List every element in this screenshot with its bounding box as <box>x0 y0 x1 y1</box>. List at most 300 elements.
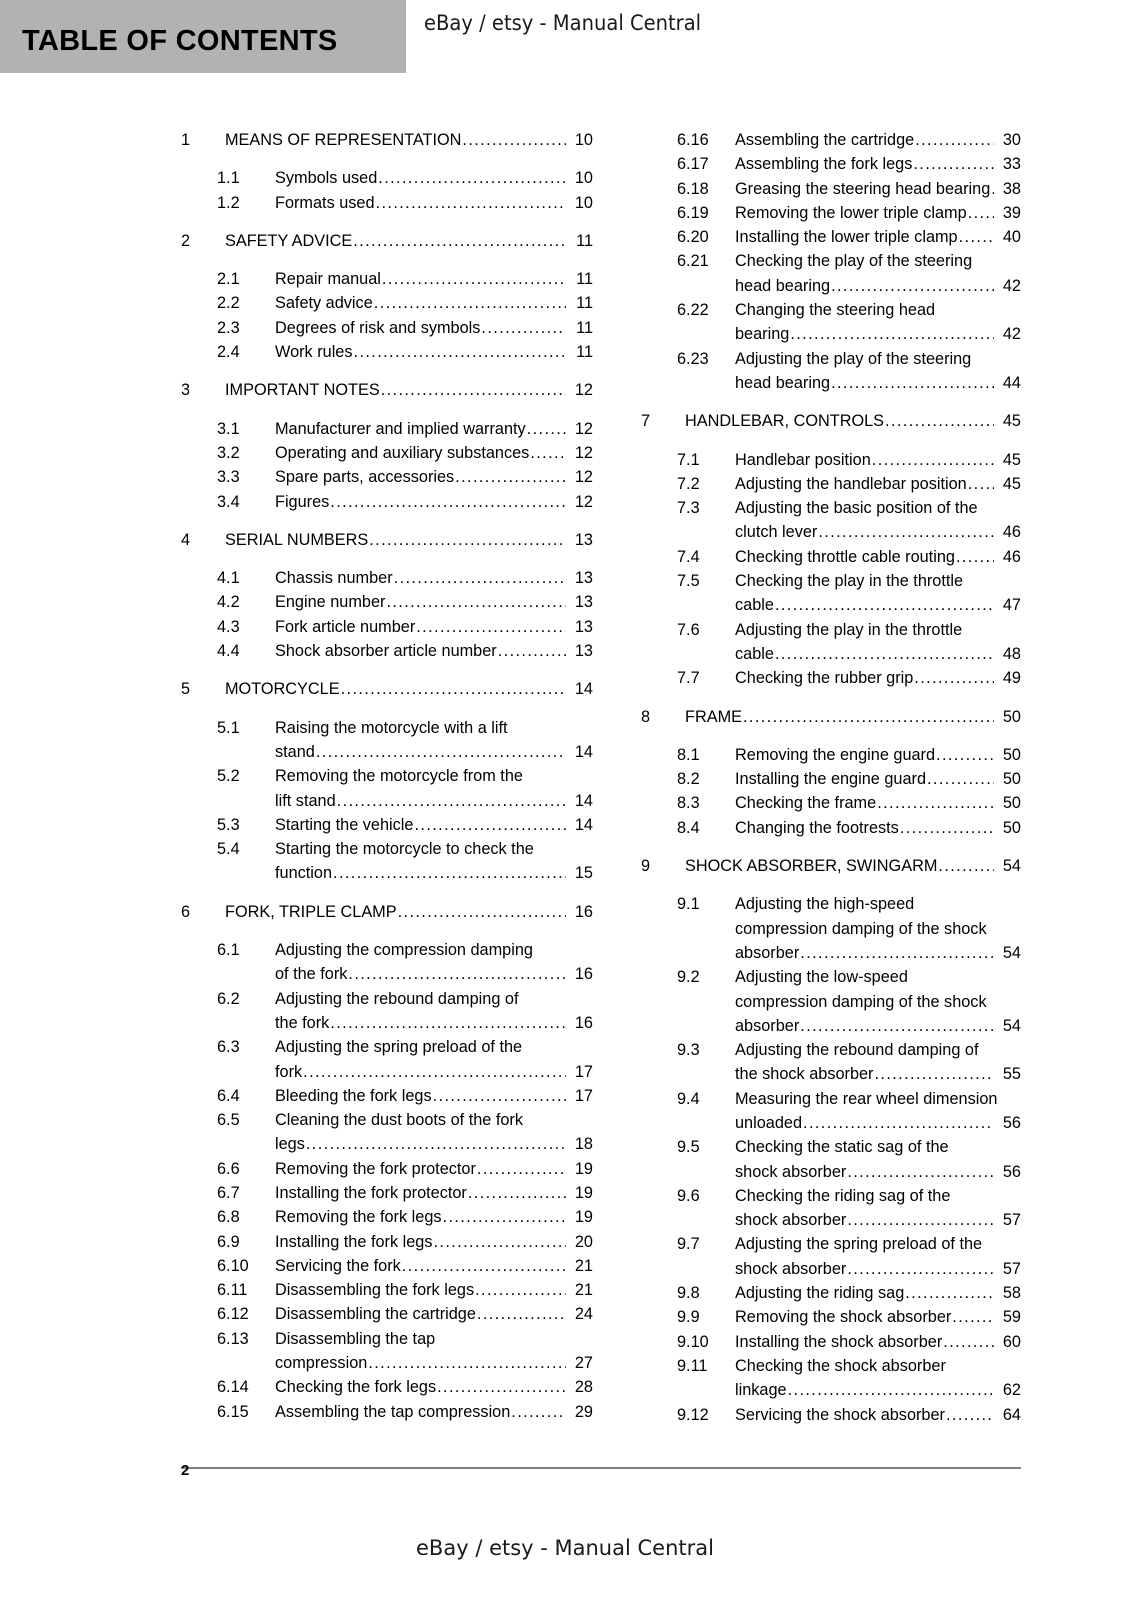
dot-leader <box>959 229 994 245</box>
toc-chapter-entry[interactable] <box>641 705 1021 729</box>
toc-entry-title-block <box>275 340 593 364</box>
toc-entry-number: 6.8 <box>217 1208 240 1227</box>
toc-entry-title-line: Checking throttle cable routing <box>735 547 955 566</box>
toc-entry-page-number: 50 <box>1002 770 1021 789</box>
toc-entry-number: 9.9 <box>677 1308 700 1327</box>
toc-entry-number: 9.10 <box>677 1332 709 1351</box>
toc-entry-title-line: MEANS OF REPRESENTATION <box>225 131 462 149</box>
toc-entry-page-number: 50 <box>1002 818 1021 837</box>
toc-entry-title-line: Disassembling the cartridge <box>275 1305 476 1324</box>
toc-entry-title-line: unloaded <box>735 1113 803 1132</box>
toc-section-entry[interactable] <box>641 545 1021 569</box>
toc-entry-title-line: fork <box>275 1062 303 1081</box>
toc-entry-title-line: head bearing <box>735 373 831 392</box>
toc-entry-title-block <box>735 743 1021 767</box>
dot-leader <box>968 205 994 221</box>
toc-entry-page-number: 11 <box>576 318 593 337</box>
toc-entry-title-block <box>225 677 593 701</box>
toc-entry-page-number: 21 <box>574 1281 593 1300</box>
dot-leader <box>443 1209 566 1225</box>
toc-entry-title-block <box>275 764 593 813</box>
toc-section-entry[interactable] <box>181 267 593 291</box>
toc-entry-title-line: Checking the play in the throttle <box>735 572 964 591</box>
dot-leader <box>968 476 994 492</box>
toc-entry-title-line: Removing the motorcycle from the <box>275 767 523 786</box>
toc-entry-number: 9 <box>641 857 651 876</box>
toc-entry-number: 2.2 <box>217 294 240 313</box>
toc-section-entry[interactable] <box>181 590 593 614</box>
toc-entry-page-number: 14 <box>574 742 593 761</box>
toc-entry-title-line: IMPORTANT NOTES <box>225 381 380 400</box>
toc-section-entry[interactable] <box>181 639 593 663</box>
toc-section-entry[interactable] <box>181 1205 593 1229</box>
toc-chapter-entry[interactable] <box>641 854 1021 878</box>
toc-entry-page-number: 64 <box>1002 1405 1021 1424</box>
toc-entry-number: 6.7 <box>217 1183 240 1202</box>
toc-entry-page-number: 57 <box>1002 1259 1021 1278</box>
toc-section-entry[interactable] <box>641 743 1021 767</box>
toc-section-entry[interactable] <box>181 490 593 514</box>
dot-leader <box>437 1379 566 1395</box>
dot-leader <box>368 1355 566 1371</box>
toc-entry-title-block <box>735 225 1021 249</box>
toc-entry-title-block <box>735 892 1021 965</box>
toc-entry-number: 9.5 <box>677 1138 700 1157</box>
toc-entry-number: 9.7 <box>677 1235 700 1254</box>
toc-entry-title-line: Adjusting the basic position of the <box>735 499 978 518</box>
toc-entry-number: 6.15 <box>217 1402 249 1421</box>
toc-entry-title-line: Removing the lower triple clamp <box>735 203 967 222</box>
toc-entry-title-line: Removing the fork legs <box>275 1208 442 1227</box>
toc-entry-page-number: 27 <box>574 1354 593 1373</box>
toc-entry-title-line: Symbols used <box>275 169 378 188</box>
toc-entry-title-block <box>735 767 1021 791</box>
toc-entry-title-block <box>225 229 593 253</box>
dot-leader <box>354 344 566 360</box>
toc-chapter-entry[interactable] <box>181 677 593 701</box>
toc-entry-title-block <box>275 1254 593 1278</box>
toc-entry-number: 9.1 <box>677 895 700 914</box>
dot-leader <box>952 1309 994 1325</box>
toc-entry-title-line: Handlebar position <box>735 450 871 469</box>
toc-section-entry[interactable] <box>181 291 593 315</box>
toc-entry-title-block <box>685 409 1021 433</box>
toc-entry-title-line: Raising the motorcycle with a lift <box>275 718 508 737</box>
toc-entry-title-line: Repair manual <box>275 270 381 289</box>
toc-section-entry[interactable] <box>181 465 593 489</box>
toc-section-entry[interactable] <box>181 1084 593 1108</box>
toc-entry-title-line: Checking the rubber grip <box>735 669 914 688</box>
toc-entry-title-block <box>275 267 593 291</box>
toc-entry-title-line: SERIAL NUMBERS <box>225 530 369 549</box>
toc-entry-title-line: Adjusting the play in the throttle <box>735 620 963 639</box>
toc-entry-number: 7.4 <box>677 547 700 566</box>
toc-entry-page-number: 29 <box>574 1402 593 1421</box>
toc-entry-title-line: Checking the fork legs <box>275 1378 437 1397</box>
toc-entry-title-block <box>735 1403 1021 1427</box>
toc-entry-title-line: cable <box>735 596 774 615</box>
toc-section-entry[interactable] <box>641 347 1021 396</box>
dot-leader <box>900 820 994 836</box>
toc-section-entry[interactable] <box>641 1184 1021 1233</box>
toc-entry-title-line: Safety advice <box>275 294 373 313</box>
toc-entry-title-line: Adjusting the low-speed <box>735 968 908 987</box>
toc-section-entry[interactable] <box>181 1181 593 1205</box>
toc-section-entry[interactable] <box>641 298 1021 347</box>
toc-section-entry[interactable] <box>641 225 1021 249</box>
toc-section-entry[interactable] <box>641 1403 1021 1427</box>
toc-section-entry[interactable] <box>641 1232 1021 1281</box>
toc-entry-page-number: 10 <box>574 131 593 149</box>
dot-leader <box>936 747 994 763</box>
toc-section-entry[interactable] <box>641 791 1021 815</box>
toc-section-entry[interactable] <box>181 1278 593 1302</box>
toc-entry-number: 4.3 <box>217 617 240 636</box>
toc-chapter-entry[interactable] <box>181 229 593 253</box>
toc-entry-page-number: 28 <box>574 1378 593 1397</box>
toc-entry-title-block <box>275 566 593 590</box>
toc-section-entry[interactable] <box>641 569 1021 618</box>
toc-entry-title-line: Adjusting the spring preload of the <box>275 1038 523 1057</box>
toc-entry-title-line: Installing the fork protector <box>275 1183 467 1202</box>
dot-leader <box>303 1064 566 1080</box>
toc-section-entry[interactable] <box>641 128 1021 152</box>
toc-entry-title-block <box>275 1400 593 1424</box>
toc-entry-page-number: 10 <box>574 193 593 212</box>
toc-section-entry[interactable] <box>181 417 593 441</box>
toc-entry-title-block <box>275 417 593 441</box>
toc-entry-page-number: 50 <box>1002 707 1021 726</box>
toc-entry-number: 1.2 <box>217 193 240 212</box>
toc-entry-title-line: Adjusting the play of the steering <box>735 349 972 368</box>
toc-entry-number: 6.2 <box>217 989 240 1008</box>
toc-section-entry[interactable] <box>181 615 593 639</box>
toc-entry-number: 4.4 <box>217 642 240 661</box>
toc-entry-page-number: 18 <box>574 1135 593 1154</box>
toc-entry-number: 6.13 <box>217 1329 249 1348</box>
toc-entry-title-block <box>735 249 1021 298</box>
toc-entry-title-line: FRAME <box>685 707 742 726</box>
toc-entry-page-number: 12 <box>574 443 593 462</box>
toc-entry-page-number: 46 <box>1002 547 1021 566</box>
toc-entry-number: 6.14 <box>217 1378 249 1397</box>
toc-chapter-entry[interactable] <box>181 900 593 924</box>
dot-leader <box>416 619 566 635</box>
dot-leader <box>914 670 994 686</box>
toc-section-entry[interactable] <box>181 340 593 364</box>
dot-leader <box>386 594 566 610</box>
dot-leader <box>831 375 994 391</box>
toc-entry-title-line: lift stand <box>275 791 336 810</box>
toc-entry-page-number: 42 <box>1002 325 1021 344</box>
toc-section-entry[interactable] <box>181 813 593 837</box>
toc-entry-title-block <box>735 298 1021 347</box>
toc-entry-title-line: Adjusting the compression damping <box>275 941 533 960</box>
dot-leader <box>462 132 566 148</box>
toc-entry-title-line: linkage <box>735 1381 787 1400</box>
toc-entry-page-number: 11 <box>576 343 593 362</box>
toc-chapter-entry[interactable] <box>181 528 593 552</box>
toc-entry-title-line: Installing the shock absorber <box>735 1332 943 1351</box>
toc-entry-title-block <box>735 791 1021 815</box>
dot-leader <box>316 744 566 760</box>
toc-entry-page-number: 13 <box>574 530 593 549</box>
toc-entry-number: 3.3 <box>217 468 240 487</box>
toc-entry-page-number: 60 <box>1002 1332 1021 1351</box>
toc-entry-title-line: Installing the lower triple clamp <box>735 228 958 247</box>
toc-entry-title-block <box>225 528 593 552</box>
toc-section-entry[interactable] <box>181 166 593 190</box>
toc-section-entry[interactable] <box>641 472 1021 496</box>
toc-entry-page-number: 19 <box>574 1159 593 1178</box>
dot-leader <box>874 1066 994 1082</box>
toc-section-entry[interactable] <box>181 441 593 465</box>
page-title: TABLE OF CONTENTS <box>22 25 338 57</box>
toc-entry-page-number: 62 <box>1002 1381 1021 1400</box>
toc-entry-title-block <box>735 545 1021 569</box>
toc-section-entry[interactable] <box>181 1375 593 1399</box>
toc-entry-number: 6.16 <box>677 131 709 149</box>
toc-entry-title-line: Cleaning the dust boots of the fork <box>275 1111 523 1130</box>
toc-section-entry[interactable] <box>641 152 1021 176</box>
toc-section-entry[interactable] <box>181 987 593 1036</box>
toc-entry-page-number: 59 <box>1002 1308 1021 1327</box>
toc-entry-number: 2.4 <box>217 343 240 362</box>
dot-leader <box>803 1115 994 1131</box>
toc-chapter-entry[interactable] <box>181 128 593 152</box>
toc-entry-number: 3.4 <box>217 492 240 511</box>
dot-leader <box>927 771 994 787</box>
toc-entry-title-block <box>735 1281 1021 1305</box>
dot-leader <box>946 1407 994 1423</box>
toc-section-entry[interactable] <box>641 618 1021 667</box>
toc-entry-page-number: 45 <box>1002 412 1021 431</box>
toc-entry-title-block <box>275 1278 593 1302</box>
toc-entry-number: 6.10 <box>217 1256 249 1275</box>
toc-entry-title-line: SHOCK ABSORBER, SWINGARM <box>685 857 938 876</box>
toc-section-entry[interactable] <box>181 316 593 340</box>
toc-entry-title-block <box>685 854 1021 878</box>
toc-entry-title-block <box>275 1084 593 1108</box>
toc-entry-page-number: 20 <box>574 1232 593 1251</box>
toc-section-entry[interactable] <box>641 892 1021 965</box>
toc-entry-number: 8.4 <box>677 818 700 837</box>
toc-entry-number: 6.12 <box>217 1305 249 1324</box>
toc-entry-number: 8.2 <box>677 770 700 789</box>
toc-entry-page-number: 57 <box>1002 1211 1021 1230</box>
dot-leader <box>376 195 566 211</box>
toc-entry-title-line: Adjusting the high-speed <box>735 895 915 914</box>
toc-section-entry[interactable] <box>641 249 1021 298</box>
toc-entry-number: 4.1 <box>217 569 240 588</box>
toc-section-entry[interactable] <box>641 448 1021 472</box>
toc-section-entry[interactable] <box>181 1157 593 1181</box>
toc-entry-title-block <box>735 618 1021 667</box>
toc-chapter-entry[interactable] <box>181 378 593 402</box>
toc-entry-number: 2 <box>181 231 191 250</box>
toc-entry-number: 6.21 <box>677 252 709 271</box>
toc-entry-title-line: Changing the footrests <box>735 818 899 837</box>
toc-section-entry[interactable] <box>181 1230 593 1254</box>
toc-entry-title-block <box>225 128 593 152</box>
toc-section-entry[interactable] <box>181 1302 593 1326</box>
toc-entry-title-line: Adjusting the spring preload of the <box>735 1235 983 1254</box>
dot-leader <box>402 1258 566 1274</box>
toc-entry-title-line: Operating and auxiliary substances <box>275 443 530 462</box>
toc-entry-number: 9.3 <box>677 1041 700 1060</box>
dot-leader <box>306 1136 566 1152</box>
toc-section-entry[interactable] <box>641 496 1021 545</box>
dot-leader <box>885 413 994 429</box>
toc-entry-title-line: Measuring the rear wheel dimension <box>735 1089 998 1108</box>
toc-entry-title-block <box>275 813 593 837</box>
toc-section-entry[interactable] <box>641 177 1021 201</box>
toc-section-entry[interactable] <box>641 201 1021 225</box>
toc-entry-title-line: clutch lever <box>735 523 818 542</box>
toc-entry-page-number: 12 <box>574 419 593 438</box>
toc-entry-number: 6.5 <box>217 1111 240 1130</box>
dot-leader <box>433 1234 566 1250</box>
dot-leader <box>475 1282 566 1298</box>
toc-entry-title-block <box>275 639 593 663</box>
toc-column-right <box>641 128 1021 1427</box>
toc-section-entry[interactable] <box>641 1038 1021 1087</box>
dot-leader <box>956 549 994 565</box>
toc-entry-page-number: 54 <box>1002 1016 1021 1035</box>
toc-entry-number: 9.12 <box>677 1405 709 1424</box>
toc-entry-title-block <box>735 1232 1021 1281</box>
toc-entry-number: 6.18 <box>677 179 709 198</box>
toc-entry-title-line: Disassembling the tap <box>275 1329 436 1348</box>
toc-entry-title-line: Assembling the tap compression <box>275 1402 511 1421</box>
toc-entry-title-line: Adjusting the riding sag <box>735 1284 905 1303</box>
toc-entry-title-block <box>735 666 1021 690</box>
toc-section-entry[interactable] <box>181 566 593 590</box>
toc-entry-number: 6.22 <box>677 301 709 320</box>
toc-entry-title-line: compression <box>275 1354 368 1373</box>
toc-section-entry[interactable] <box>181 191 593 215</box>
dot-leader <box>414 817 566 833</box>
toc-section-entry[interactable] <box>181 1035 593 1084</box>
toc-section-entry[interactable] <box>641 767 1021 791</box>
dot-leader <box>498 643 566 659</box>
toc-entry-page-number: 19 <box>574 1208 593 1227</box>
dot-leader <box>831 278 994 294</box>
toc-entry-number: 1 <box>181 131 191 149</box>
toc-entry-title-block <box>275 1108 593 1157</box>
dot-leader <box>348 966 566 982</box>
toc-chapter-entry[interactable] <box>641 409 1021 433</box>
toc-section-entry[interactable] <box>181 1327 593 1376</box>
toc-entry-title-line: MOTORCYCLE <box>225 680 340 699</box>
toc-entry-title-line: Servicing the fork <box>275 1256 401 1275</box>
toc-entry-page-number: 58 <box>1002 1284 1021 1303</box>
toc-entry-title-line: Removing the fork protector <box>275 1159 476 1178</box>
toc-entry-title-block <box>735 816 1021 840</box>
toc-entry-number: 6 <box>181 902 191 921</box>
toc-entry-title-block <box>735 128 1021 152</box>
toc-section-entry[interactable] <box>181 1254 593 1278</box>
toc-section-entry[interactable] <box>181 764 593 813</box>
toc-entry-number: 5.3 <box>217 815 240 834</box>
toc-section-entry[interactable] <box>641 1087 1021 1136</box>
toc-entry-title-block <box>735 152 1021 176</box>
toc-entry-title-block <box>275 1181 593 1205</box>
dot-leader <box>330 1015 566 1031</box>
toc-entry-title-block <box>275 490 593 514</box>
toc-entry-number: 6.4 <box>217 1086 240 1105</box>
toc-entry-number: 6.17 <box>677 155 709 174</box>
toc-section-entry[interactable] <box>641 1305 1021 1329</box>
toc-section-entry[interactable] <box>641 1354 1021 1403</box>
toc-entry-page-number: 11 <box>576 231 593 250</box>
toc-entry-title-line: Starting the motorcycle to check the <box>275 840 534 859</box>
toc-section-entry[interactable] <box>181 837 593 886</box>
dot-leader <box>943 1334 994 1350</box>
toc-entry-number: 6.3 <box>217 1038 240 1057</box>
dot-leader <box>847 1261 994 1277</box>
dot-leader <box>374 295 566 311</box>
toc-section-entry[interactable] <box>181 938 593 987</box>
toc-entry-number: 5.4 <box>217 840 240 859</box>
toc-section-entry[interactable] <box>181 1400 593 1424</box>
toc-section-entry[interactable] <box>641 1135 1021 1184</box>
toc-section-entry[interactable] <box>181 1108 593 1157</box>
toc-entry-page-number: 33 <box>1002 155 1021 174</box>
toc-entry-title-line: Checking the riding sag of the <box>735 1186 951 1205</box>
dot-leader <box>341 681 566 697</box>
dot-leader <box>369 532 566 548</box>
toc-entry-title-line: Removing the shock absorber <box>735 1308 952 1327</box>
toc-entry-title-block <box>735 1330 1021 1354</box>
toc-entry-number: 6.1 <box>217 941 240 960</box>
toc-entry-title-line: Changing the steering head <box>735 301 936 320</box>
toc-entry-title-line: Removing the engine guard <box>735 745 936 764</box>
toc-section-entry[interactable] <box>181 716 593 765</box>
toc-entry-number: 7.6 <box>677 620 700 639</box>
toc-section-entry[interactable] <box>641 1330 1021 1354</box>
dot-leader <box>337 793 566 809</box>
toc-entry-title-block <box>735 1135 1021 1184</box>
dot-leader <box>775 646 994 662</box>
dot-leader <box>468 1185 566 1201</box>
toc-entry-title-line: Installing the engine guard <box>735 770 926 789</box>
toc-entry-page-number: 12 <box>574 468 593 487</box>
toc-section-entry[interactable] <box>641 816 1021 840</box>
toc-entry-page-number: 54 <box>1002 943 1021 962</box>
toc-entry-title-line: bearing <box>735 325 790 344</box>
toc-entry-title-block <box>275 1035 593 1084</box>
toc-entry-page-number: 14 <box>574 815 593 834</box>
toc-entry-title-line: Checking the frame <box>735 794 877 813</box>
toc-entry-number: 7.2 <box>677 474 700 493</box>
toc-section-entry[interactable] <box>641 965 1021 1038</box>
toc-entry-page-number: 30 <box>1002 131 1021 149</box>
toc-entry-page-number: 49 <box>1002 669 1021 688</box>
toc-section-entry[interactable] <box>641 1281 1021 1305</box>
toc-entry-title-block <box>735 965 1021 1038</box>
toc-section-entry[interactable] <box>641 666 1021 690</box>
toc-entry-number: 6.6 <box>217 1159 240 1178</box>
footer-brand: eBay / etsy - Manual Central <box>416 1536 714 1560</box>
dot-leader <box>353 233 566 249</box>
toc-entry-title-line: Assembling the cartridge <box>735 131 915 149</box>
toc-entry-number: 8.1 <box>677 745 700 764</box>
toc-entry-title-line: Assembling the fork legs <box>735 155 913 174</box>
toc-entry-title-line: of the fork <box>275 965 348 984</box>
toc-entry-title-line: compression damping of the shock <box>735 919 987 938</box>
toc-entry-page-number: 38 <box>1002 179 1021 198</box>
